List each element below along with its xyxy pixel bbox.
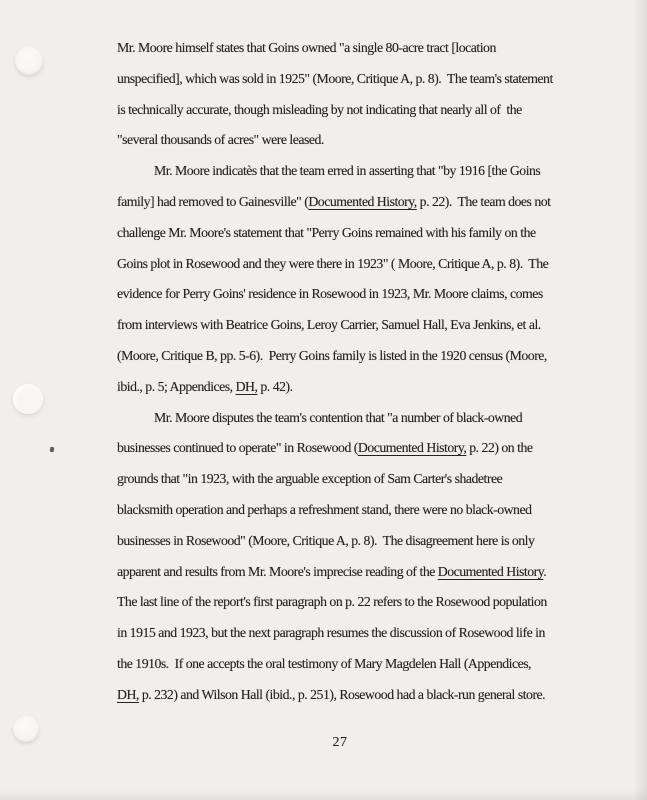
text-segment: is technically accurate, though misleading by not indicating that nearly all of the — [117, 101, 522, 117]
text-segment: Mr. Moore himself states that Goins owned "a single 80-acre tract [location — [117, 40, 496, 55]
underlined-text: Documented History — [437, 563, 544, 579]
text-segment: . — [543, 563, 547, 579]
text-segment: from interviews with Beatrice Goins, Leroy Carrier, Samuel Hall, Eva Jenkins, et al. — [117, 317, 541, 333]
hole-punch-middle — [13, 384, 43, 414]
text-line — [117, 341, 633, 372]
text-segment: "several thousands of acres" were leased. — [117, 132, 324, 148]
paragraph — [117, 33, 633, 156]
text-line — [117, 464, 633, 495]
text-line — [117, 618, 633, 649]
text-line — [117, 649, 633, 680]
text-segment: businesses continued to operate" in Rosewood ( — [117, 440, 358, 456]
hole-punch-top — [15, 47, 43, 75]
underlined-text: Documented History, — [308, 193, 417, 209]
text-segment: Goins plot in Rosewood and they were there in 1923" ( Moore, Critique A, p. 8). The — [117, 255, 549, 271]
text-segment: p. 232) and Wilson Hall (ibid., p. 251), Rosewood had a black-run general store. — [138, 686, 546, 702]
underlined-text: Documented History, — [357, 440, 467, 456]
text-segment: in 1915 and 1923, but the next paragraph resumes the discussion of Rosewood life in — [117, 625, 545, 641]
text-segment: apparent and results from Mr. Moore's imprecise reading of the — [117, 563, 438, 579]
scan-speck — [50, 447, 55, 453]
text-line — [117, 587, 633, 618]
text-segment: p. 22) on the — [466, 440, 533, 456]
text-line — [117, 372, 633, 403]
text-line — [117, 95, 633, 126]
text-segment: unspecified], which was sold in 1925" (Moore, Critique A, p. 8). The team's statement — [117, 70, 553, 86]
page-number: 27 — [332, 735, 348, 750]
text-block — [117, 33, 633, 711]
paragraph — [117, 156, 633, 402]
text-segment: (Moore, Critique B, pp. 5-6). Perry Goins family is listed in the 1920 census (Moore, — [117, 347, 547, 363]
text-line — [117, 156, 633, 187]
text-line — [117, 310, 633, 341]
text-line — [117, 495, 633, 526]
text-segment: ibid., p. 5; Appendices, — [117, 378, 236, 394]
text-line — [117, 187, 633, 218]
text-line — [117, 125, 633, 156]
text-segment: Mr. Moore indicatès that the team erred in asserting that "by 1916 [the Goins — [154, 163, 541, 179]
paragraph — [117, 403, 633, 711]
scan-edge-shadow-right — [633, 0, 647, 800]
underlined-text: DH, — [235, 378, 258, 394]
text-line — [117, 680, 633, 711]
text-line — [117, 433, 633, 464]
text-segment: p. 22). The team does not — [416, 193, 551, 209]
text-segment: Mr. Moore disputes the team's contention that "a number of black-owned — [154, 409, 523, 425]
text-line — [117, 526, 633, 557]
text-segment: businesses in Rosewood" (Moore, Critique A, p. 8). The disagreement here is only — [117, 532, 535, 548]
text-segment: family] had removed to Gainesville" ( — [117, 193, 309, 209]
text-line — [117, 403, 633, 434]
text-line — [117, 64, 633, 95]
text-line — [117, 218, 633, 249]
text-segment: p. 42). — [257, 378, 293, 394]
text-segment: The last line of the report's first paragraph on p. 22 refers to the Rosewood population — [117, 594, 547, 610]
text-segment: challenge Mr. Moore's statement that "Perry Goins remained with his family on the — [117, 224, 536, 240]
text-line — [117, 249, 633, 280]
underlined-text: DH, — [117, 686, 139, 702]
text-segment: evidence for Perry Goins' residence in Rosewood in 1923, Mr. Moore claims, comes — [117, 286, 543, 302]
text-line — [117, 33, 633, 64]
scan-edge-shadow-bottom — [0, 790, 647, 800]
text-line — [117, 557, 633, 588]
text-line — [117, 279, 633, 310]
text-segment: blacksmith operation and perhaps a refreshment stand, there were no black-owned — [117, 501, 532, 517]
text-segment: the 1910s. If one accepts the oral testimony of Mary Magdelen Hall (Appendices, — [117, 655, 532, 671]
text-segment: grounds that "in 1923, with the arguable exception of Sam Carter's shadetree — [117, 471, 503, 487]
hole-punch-bottom — [13, 716, 39, 742]
